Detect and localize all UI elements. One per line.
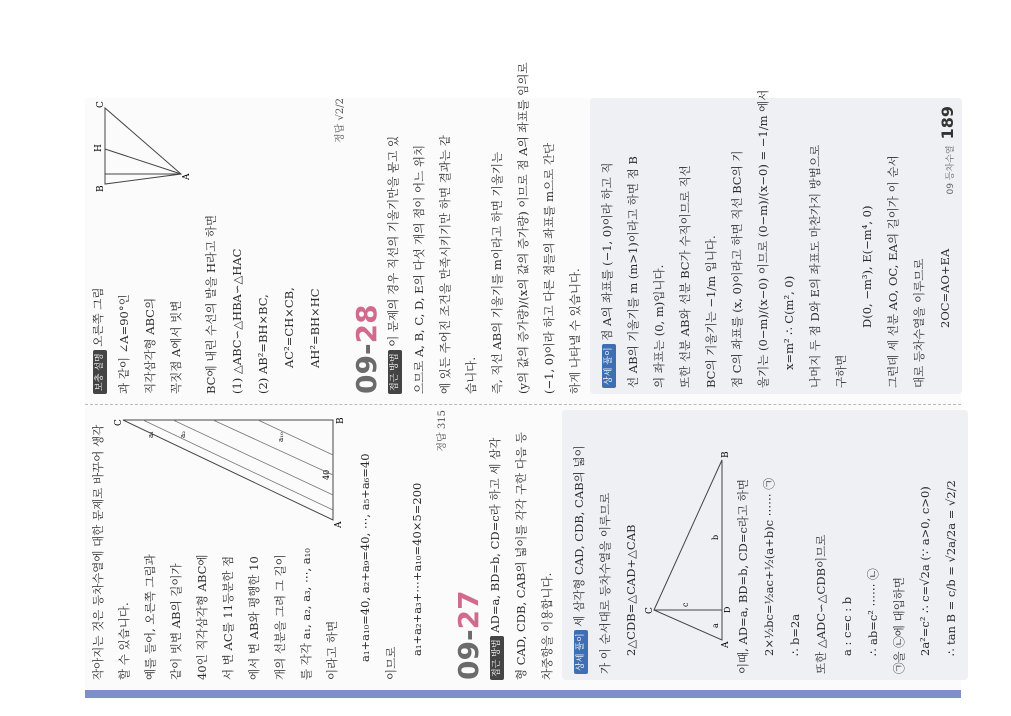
intro-line: 서 변 AC를 11등분한 점 xyxy=(221,555,235,680)
problem-num: 28 xyxy=(350,304,383,344)
intro-line: 이라고 하면 xyxy=(325,620,339,680)
page-edge-bar xyxy=(85,690,961,698)
page-footer xyxy=(938,106,957,195)
detail-tag: 상세 풀이 xyxy=(602,344,616,388)
supp-line: AH²=BH×HC xyxy=(308,288,322,368)
detail-line: a : c=c : b xyxy=(840,596,854,656)
fig-label-a1: a₁ xyxy=(147,431,155,438)
approach-line: (−1, 0)이라 하고 다른 점들의 좌표를 m으로 간단 xyxy=(542,142,556,394)
chapter-title: 09 등차수열 xyxy=(946,145,956,195)
intro-line: 40인 직각삼각형 ABC에 xyxy=(195,554,209,680)
problem-prefix: 09- xyxy=(452,629,485,680)
approach-line: AD=a, BD=b, CD=c라 하고 세 삼각 xyxy=(488,437,502,633)
approach-tag: 접근 방법 xyxy=(490,636,504,680)
approach-line: 차중항을 이용합니다. xyxy=(540,572,554,680)
approach-line: 에 있든 주어진 조건을 만족시키기만 하면 결과는 같 xyxy=(438,135,452,394)
intro-line: 를 각각 a₁, a₂, a₃, ⋯, a₁₀ xyxy=(299,548,313,680)
fig-label-b: B xyxy=(336,417,346,424)
detail-line: ∴ b=2a xyxy=(788,613,802,656)
supp-line: AC²=CH×CB, xyxy=(282,287,296,368)
detail-line: D(0, −m³), E(−m⁴, 0) xyxy=(860,205,874,328)
fig-label-b: B xyxy=(96,185,106,192)
supp-line: 과 같이 ∠A=90°인 xyxy=(117,294,131,394)
detail-line: 점 C의 좌표를 (x, 0)이라고 하면 직선 BC의 기 xyxy=(730,150,744,388)
detail-line: ∴ ab=c² ⋯⋯ ㉡ xyxy=(866,568,880,656)
detail-tag: 상세 풀이 xyxy=(574,630,588,674)
supp-line: 직각삼각형 ABC의 xyxy=(143,297,157,394)
fig-label-a: A xyxy=(182,173,192,180)
sum-pairs: a₁+a₁₀=40, a₂+a₉=40, ⋯, a₅+a₆=40 xyxy=(358,453,372,662)
intro-line: 할 수 있습니다. xyxy=(117,602,131,680)
supplement-tag: 보충 설명 xyxy=(93,350,107,394)
detail-line: 대로 등차수열을 이루므로 xyxy=(912,258,926,388)
detail-line: x=m² ∴ C(m², 0) xyxy=(782,275,796,370)
approach-line: 형 CAD, CDB, CAB의 넓이를 각각 구한 다음 등 xyxy=(514,432,528,680)
detail-line: 의 좌표는 (0, m)입니다. xyxy=(652,264,666,388)
fig-label-c: C xyxy=(114,419,124,426)
column-divider xyxy=(85,404,961,405)
answer-value: 315 xyxy=(437,410,448,430)
approach-line: 이 문제의 경우 직선의 기울기만을 묻고 있 xyxy=(386,135,400,347)
detail-line: 또한 선분 AB와 선분 BC가 수직이므로 직선 xyxy=(678,165,692,388)
right-column xyxy=(85,62,961,394)
rotated-page-content xyxy=(85,62,961,698)
approach-line: 하게 나타낼 수 있습니다. xyxy=(568,268,582,394)
detail-line: 2OC=AO+EA xyxy=(938,248,952,328)
intro-line: 개의 선분을 그려 그 길이 xyxy=(273,554,287,680)
detail-line: 2×½bc=½ac+½(a+b)c ⋯⋯ ㉠ xyxy=(762,478,776,656)
answer-label: 정답 xyxy=(335,123,346,143)
figure-triangle-abc-segments xyxy=(85,412,352,530)
answer-label: 정답 xyxy=(437,432,448,452)
intro-line: 작아지는 것은 등차수열에 대한 문제로 바꾸어 생각 xyxy=(91,424,105,680)
fig-label-c: C xyxy=(96,101,106,108)
detail-line: 세 삼각형 CAD, CDB, CAB의 넓이 xyxy=(572,445,586,627)
fig-label-a10: a₁₀ xyxy=(277,432,285,442)
detail-line: 선 AB의 기울기를 m (m>1)이라고 하면 점 B xyxy=(626,156,640,388)
detail-line: 그런데 세 선분 AO, OC, EA의 길이가 이 순서 xyxy=(886,155,900,388)
left-column xyxy=(85,410,961,680)
approach-line: 습니다. xyxy=(464,357,478,394)
approach-line: (y의 값의 증가량)/(x의 값의 증가량) 이므로 점 A의 좌표를 임의로 xyxy=(516,62,530,394)
detail-line: 또한 △ADC∽△CDB이므로 xyxy=(814,534,828,674)
detail-line: 구하면 xyxy=(834,354,848,388)
fig-label-a: A xyxy=(334,521,344,528)
detail-line: 2△CDB=△CAD+△CAB xyxy=(624,524,638,656)
approach-line: 으므로 A, B, C, D, E의 다섯 개의 점이 어느 위치 xyxy=(412,144,426,394)
fig-label-b: B xyxy=(721,451,731,458)
supp-line: 오른쪽 그림 xyxy=(91,287,105,347)
fig-label-c-side: c xyxy=(681,602,690,607)
fig-label-c: C xyxy=(645,607,655,614)
fig-label-a-side: a xyxy=(711,623,720,628)
detail-solution-27 xyxy=(562,410,968,680)
intro-line: 이므로 xyxy=(384,646,398,680)
figure-right-triangle-cab xyxy=(644,416,730,674)
intro-line: 에서 변 AB와 평행한 10 xyxy=(247,556,261,680)
approach-tag: 접근 방법 xyxy=(388,350,402,394)
detail-line: 가 이 순서대로 등차수열을 이루므로 xyxy=(598,492,612,674)
fig-label-d: D xyxy=(723,606,732,613)
answer-value: √2/2 xyxy=(335,98,346,121)
page-number: 189 xyxy=(938,106,957,140)
supp-line: 꼭짓점 A에서 빗변 xyxy=(169,300,183,394)
intro-line: 예를 들어, 오른쪽 그림과 xyxy=(143,554,157,680)
figure-triangle-abc-h xyxy=(85,98,198,194)
supp-line: (2) AB²=BH×BC, xyxy=(256,294,270,394)
problem-prefix: 09- xyxy=(350,343,383,394)
detail-line: 점 A의 좌표를 (−1, 0)이라 하고 직 xyxy=(600,162,614,341)
fig-label-forty: 40 xyxy=(322,469,331,480)
detail-line: ㉠을 ㉡에 대입하면 xyxy=(892,577,906,674)
supp-line: BC에 내린 수선의 발을 H라고 하면 xyxy=(204,214,218,394)
detail-solution-28 xyxy=(590,89,962,394)
detail-line: ∴ tan B = c/b = √2a/2a = √2/2 xyxy=(944,480,958,656)
supp-line: (1) △ABC∽△HBA∽△HAC xyxy=(230,248,244,394)
detail-line: 울기는 (0−m)/(x−0) 이므로 (0−m)/(x−0) = −1/m 에서 xyxy=(756,89,770,388)
fig-label-a2: a₂ xyxy=(179,431,187,438)
fig-label-h: H xyxy=(94,144,104,152)
sum-result: a₁+a₂+a₃+⋯+a₁₀=40×5=200 xyxy=(410,482,424,656)
problem-number-28 xyxy=(350,98,383,394)
problem-number-27 xyxy=(452,410,485,680)
detail-line: 2a²=c² ∴ c=√2a (∵ a>0, c>0) xyxy=(918,486,932,656)
problem-num: 27 xyxy=(452,590,485,630)
intro-line: 같이 빗변 AB의 길이가 xyxy=(169,563,183,680)
scanned-page xyxy=(85,62,961,698)
fig-label-a: A xyxy=(721,641,731,648)
detail-line: 나머지 두 점 D와 E의 좌표도 마찬가지 방법으로 xyxy=(808,144,822,388)
detail-line: BC의 기울기는 −1/m 입니다. xyxy=(704,235,718,388)
fig-label-b-side: b xyxy=(711,534,720,540)
detail-line: 이때, AD=a, BD=b, CD=c라고 하면 xyxy=(736,478,750,674)
approach-line: 즉, 직선 AB의 기울기를 m이라고 하면 기울기는 xyxy=(490,151,504,394)
